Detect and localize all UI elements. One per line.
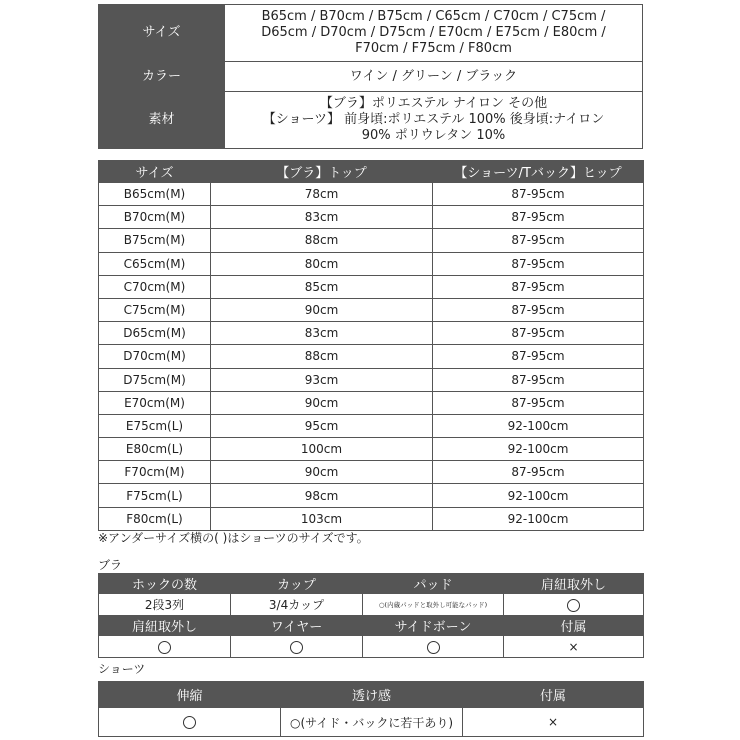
bra-top-cell: 83cm	[211, 322, 433, 345]
size-list	[225, 5, 643, 62]
size-cell: E80cm(L)	[99, 438, 211, 461]
bra-header: ホックの数	[99, 574, 231, 594]
size-cell: C70cm(M)	[99, 275, 211, 298]
table-row	[99, 252, 644, 275]
circle-icon	[158, 641, 171, 654]
bra-header: ワイヤー	[231, 616, 363, 636]
stretch-value	[99, 708, 281, 737]
bra-top-cell: 98cm	[211, 484, 433, 507]
size-cell: B65cm(M)	[99, 183, 211, 206]
hip-cell: 87-95cm	[433, 252, 644, 275]
table-row	[99, 391, 644, 414]
material-value	[225, 92, 643, 149]
circle-icon	[567, 599, 580, 612]
table-row	[99, 507, 644, 530]
size-cell: D75cm(M)	[99, 368, 211, 391]
hip-cell: 92-100cm	[433, 484, 644, 507]
size-cell: D70cm(M)	[99, 345, 211, 368]
size-cell: D65cm(M)	[99, 322, 211, 345]
bra-top-cell: 85cm	[211, 275, 433, 298]
size-cell: C65cm(M)	[99, 252, 211, 275]
table-row	[99, 345, 644, 368]
shorts-header: 伸縮	[99, 682, 281, 708]
shorts-header: 透け感	[281, 682, 463, 708]
bra-top-cell: 103cm	[211, 507, 433, 530]
hip-header: 【ショーツ/Tバック】ヒップ	[433, 161, 644, 183]
bra-section-title: ブラ	[98, 558, 123, 572]
hip-cell: 87-95cm	[433, 206, 644, 229]
bra-top-cell: 95cm	[211, 414, 433, 437]
size-list-line: B65cm / B70cm / B75cm / C65cm / C70cm / C75cm /	[261, 9, 606, 24]
hook-value: 2段3列	[99, 594, 231, 616]
bra-top-cell: 78cm	[211, 183, 433, 206]
bra-top-cell: 93cm	[211, 368, 433, 391]
wire-value	[231, 636, 363, 658]
size-cell: E75cm(L)	[99, 414, 211, 437]
table-row	[99, 275, 644, 298]
size-list-line: D65cm / D70cm / D75cm / E70cm / E75cm / E80cm /	[261, 25, 606, 40]
bra-header: 肩紐取外し	[504, 574, 644, 594]
shorts-section-title: ショーツ	[98, 662, 146, 676]
hip-cell: 87-95cm	[433, 183, 644, 206]
table-row	[99, 484, 644, 507]
under-size-note: ※アンダーサイズ横の( )はショーツのサイズです。	[98, 531, 369, 545]
hip-cell: 92-100cm	[433, 438, 644, 461]
hip-cell: 87-95cm	[433, 461, 644, 484]
table-row	[99, 414, 644, 437]
size-list-line: F70cm / F75cm / F80cm	[355, 41, 512, 56]
strap-removable-value	[504, 594, 644, 616]
table-row	[99, 183, 644, 206]
table-row	[99, 206, 644, 229]
hip-cell: 92-100cm	[433, 507, 644, 530]
bra-top-cell: 90cm	[211, 298, 433, 321]
cup-value: 3/4カップ	[231, 594, 363, 616]
material-line: 【ショーツ】 前身頃:ポリエステル 100% 後身頃:ナイロン	[262, 112, 605, 127]
bra-header: サイドボーン	[363, 616, 504, 636]
shorts-feature-table	[98, 681, 644, 737]
material-line: 【ブラ】ポリエステル ナイロン その他	[319, 96, 548, 111]
bra-header: 付属	[504, 616, 644, 636]
hip-cell: 87-95cm	[433, 391, 644, 414]
bra-top-cell: 90cm	[211, 391, 433, 414]
spec-table	[98, 4, 643, 149]
size-header: サイズ	[99, 161, 211, 183]
bra-top-cell: 100cm	[211, 438, 433, 461]
bra-top-header: 【ブラ】トップ	[211, 161, 433, 183]
bra-feature-table	[98, 573, 644, 658]
pad-value: ○(内蔵パッドと取外し可能なパッド)	[363, 594, 504, 616]
side-bone-value	[363, 636, 504, 658]
bra-header: パッド	[363, 574, 504, 594]
strap-removable-value	[99, 636, 231, 658]
size-cell: B70cm(M)	[99, 206, 211, 229]
bra-header: カップ	[231, 574, 363, 594]
color-value: ワイン / グリーン / ブラック	[225, 62, 643, 92]
size-cell: F75cm(L)	[99, 484, 211, 507]
bra-top-cell: 88cm	[211, 229, 433, 252]
hip-cell: 87-95cm	[433, 368, 644, 391]
hip-cell: 92-100cm	[433, 414, 644, 437]
material-line: 90% ポリウレタン 10%	[361, 128, 506, 143]
bra-top-cell: 88cm	[211, 345, 433, 368]
hip-cell: 87-95cm	[433, 322, 644, 345]
circle-icon	[290, 641, 303, 654]
size-table-body	[99, 183, 644, 531]
table-row	[99, 438, 644, 461]
bra-top-cell: 90cm	[211, 461, 433, 484]
accessory-value: ×	[504, 636, 644, 658]
shorts-header: 付属	[463, 682, 644, 708]
size-cell: C75cm(M)	[99, 298, 211, 321]
circle-icon	[183, 716, 196, 729]
table-row	[99, 461, 644, 484]
hip-cell: 87-95cm	[433, 275, 644, 298]
hip-cell: 87-95cm	[433, 345, 644, 368]
bra-header: 肩紐取外し	[99, 616, 231, 636]
color-label: カラー	[99, 62, 225, 92]
size-cell: B75cm(M)	[99, 229, 211, 252]
hip-cell: 87-95cm	[433, 229, 644, 252]
table-row	[99, 322, 644, 345]
table-row	[99, 229, 644, 252]
sheer-value: ○(サイド・バックに若干あり)	[281, 708, 463, 737]
size-cell: E70cm(M)	[99, 391, 211, 414]
size-cell: F80cm(L)	[99, 507, 211, 530]
circle-icon	[427, 641, 440, 654]
table-row	[99, 368, 644, 391]
bra-top-cell: 83cm	[211, 206, 433, 229]
accessory-value: ×	[463, 708, 644, 737]
size-label: サイズ	[99, 5, 225, 62]
hip-cell: 87-95cm	[433, 298, 644, 321]
material-label: 素材	[99, 92, 225, 149]
size-table	[98, 160, 644, 531]
size-cell: F70cm(M)	[99, 461, 211, 484]
table-row	[99, 298, 644, 321]
bra-top-cell: 80cm	[211, 252, 433, 275]
